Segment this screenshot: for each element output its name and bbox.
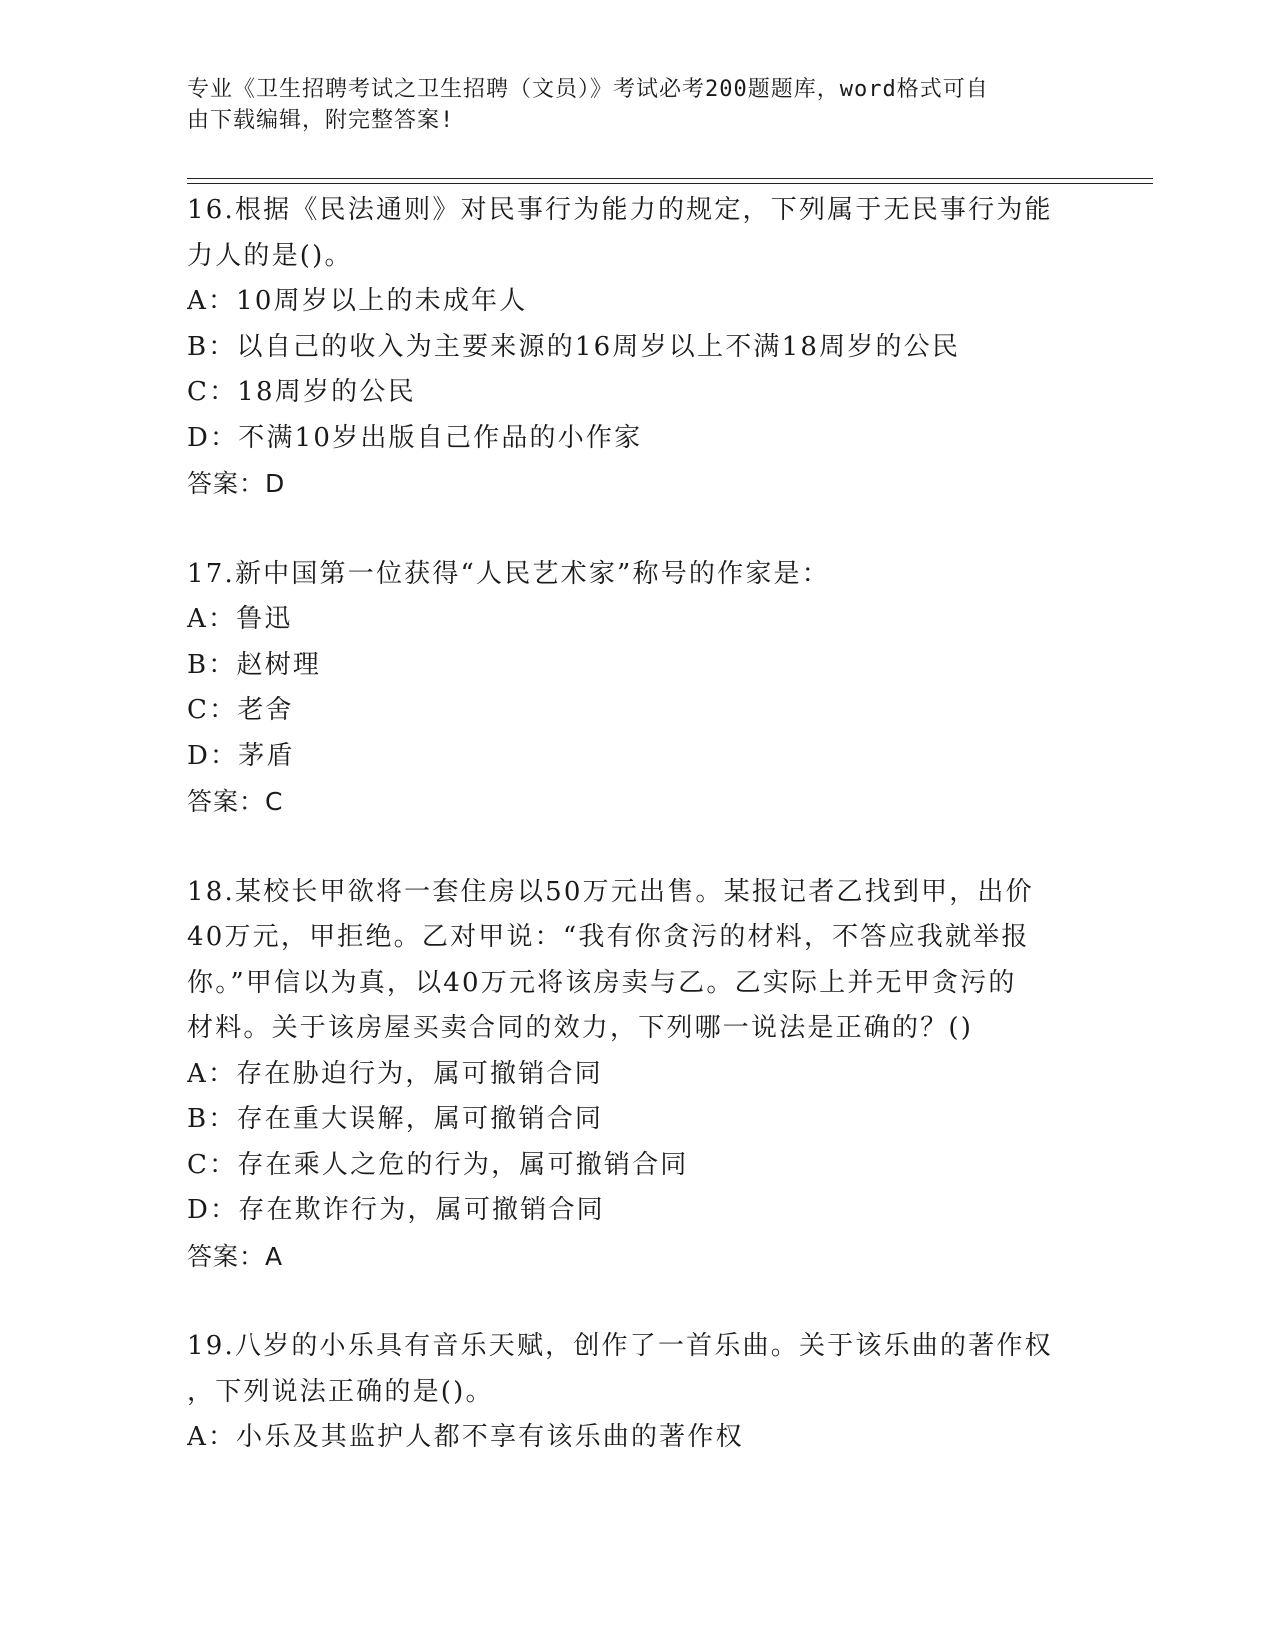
option-c: C：18周岁的公民 — [187, 377, 416, 407]
answer-line: 答案：C — [187, 787, 284, 816]
option-b: B：以自己的收入为主要来源的16周岁以上不满18周岁的公民 — [187, 331, 961, 362]
question-stem-line: 40万元，甲拒绝。乙对甲说：“我有你贪污的材料，不答应我就举报 — [187, 922, 1030, 952]
question-list — [187, 188, 1067, 1506]
option-a: A：鲁迅 — [187, 604, 293, 634]
answer-line: 答案：A — [187, 1241, 284, 1271]
question-stem-line: 19.八岁的小乐具有音乐天赋，创作了一首乐曲。关于该乐曲的著作权 — [187, 1331, 1053, 1361]
question-stem-line: 17.新中国第一位获得“人民艺术家”称号的作家是： — [187, 558, 830, 589]
document-header — [187, 74, 1067, 136]
option-c: C：老舍 — [187, 695, 294, 725]
option-b: B：赵树理 — [187, 649, 322, 680]
question-19 — [187, 1324, 1067, 1461]
question-16 — [187, 188, 1067, 507]
option-d: D：茅盾 — [187, 740, 295, 771]
question-stem-line: 材料。关于该房屋买卖合同的效力，下列哪一说法是正确的？() — [187, 1013, 974, 1043]
header-divider-top — [187, 178, 1153, 179]
option-b: B：存在重大误解，属可撤销合同 — [187, 1104, 604, 1134]
question-18 — [187, 870, 1067, 1280]
header-line-2: 由下载编辑，附完整答案! — [187, 108, 455, 133]
question-stem-line: 力人的是()。 — [187, 240, 353, 271]
option-a: A：存在胁迫行为，属可撤销合同 — [187, 1058, 603, 1089]
option-a: A：10周岁以上的未成年人 — [187, 286, 528, 316]
question-stem-line: 18.某校长甲欲将一套住房以50万元出售。某报记者乙找到甲，出价 — [187, 876, 1034, 907]
answer-line: 答案：D — [187, 469, 286, 498]
question-stem-line: ，下列说法正确的是()。 — [187, 1376, 494, 1407]
header-line-1: 专业《卫生招聘考试之卫生招聘（文员）》考试必考200题题库，word格式可自 — [187, 77, 989, 102]
option-a: A：小乐及其监护人都不享有该乐曲的著作权 — [187, 1422, 744, 1452]
option-d: D：存在欺诈行为，属可撤销合同 — [187, 1195, 605, 1225]
header-divider-bottom — [187, 183, 1153, 184]
option-c: C：存在乘人之危的行为，属可撤销合同 — [187, 1149, 689, 1180]
question-stem-line: 16.根据《民法通则》对民事行为能力的规定，下列属于无民事行为能 — [187, 195, 1053, 225]
option-d: D：不满10岁出版自己作品的小作家 — [187, 422, 643, 453]
question-17 — [187, 552, 1067, 825]
question-stem-line: 你。”甲信以为真，以40万元将该房卖与乙。乙实际上并无甲贪污的 — [187, 967, 1017, 998]
